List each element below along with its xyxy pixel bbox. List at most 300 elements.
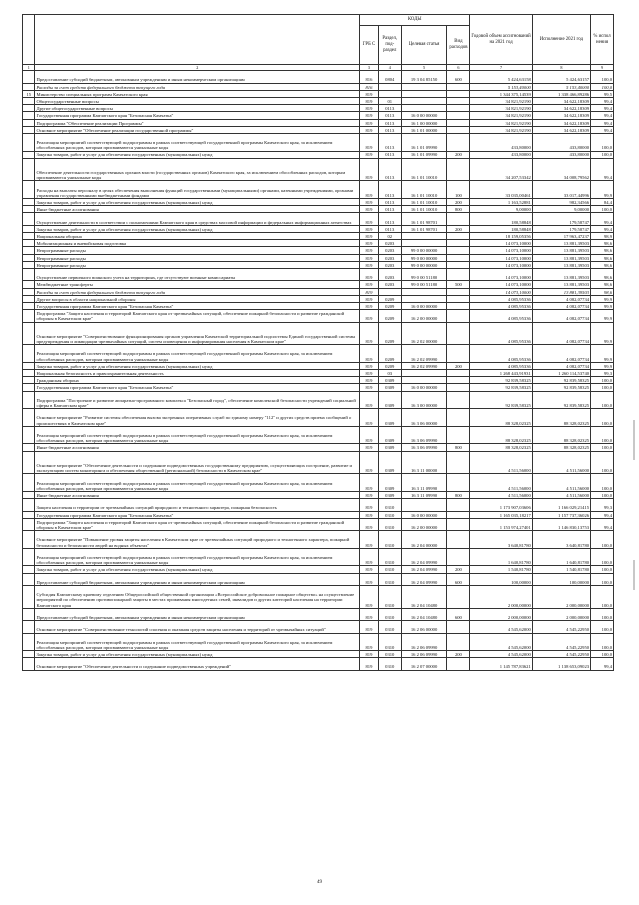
row-grbs: 816 [360, 83, 379, 90]
row-name: Расходы за счет средств федерального бюджета текущего года [35, 83, 360, 90]
row-name: Государственная программа Камчатского края "Безопасная Камчатка" [35, 511, 360, 518]
row-target: 16 2 06 09990 [401, 633, 447, 651]
row-grbs: 819 [360, 345, 379, 363]
row-name: Осуществление первичного воинского учета на территориях, где отсутствуют военные комиссариаты [35, 268, 360, 280]
row-vid [447, 268, 470, 280]
row-target: 16 2 07 00000 [401, 658, 447, 670]
row-name: Основное мероприятие "Обеспечение деятельности и содержание подведомственных учреждений" [35, 658, 360, 670]
row-percent: 99,4 [591, 518, 614, 530]
table-row [23, 531, 614, 549]
table-row [23, 621, 614, 633]
row-percent: 99,9 [591, 362, 614, 369]
row-grbs: 819 [360, 90, 379, 97]
row-grbs: 819 [360, 474, 379, 492]
column-number: 9 [591, 65, 614, 71]
row-target: 16 1 00 00000 [401, 119, 447, 126]
row-vid [447, 370, 470, 377]
row-razdel: 0310 [378, 518, 401, 530]
table-row [23, 295, 614, 302]
plan-header: Годовой объем ассигнований на 2021 год [470, 15, 532, 65]
row-fact: 4 082,07734 [532, 302, 590, 309]
fact-header: Исполнение 2021 год [532, 15, 590, 65]
row-grbs: 819 [360, 362, 379, 369]
row-percent: 100,0 [591, 492, 614, 499]
row-plan: 14 073,10000 [470, 247, 532, 254]
row-grbs: 819 [360, 518, 379, 530]
row-number [23, 158, 35, 181]
row-razdel: 0310 [378, 573, 401, 585]
row-target: 99 0 00 00000 [401, 261, 447, 268]
table-row [23, 548, 614, 566]
row-target [401, 288, 447, 295]
row-razdel: 0113 [378, 158, 401, 181]
row-number [23, 105, 35, 112]
row-plan: 4 545,62000 [470, 633, 532, 651]
row-razdel: 0209 [378, 345, 401, 363]
row-grbs: 819 [360, 585, 379, 608]
row-fact: 4 082,07734 [532, 345, 590, 363]
row-grbs: 819 [360, 511, 379, 518]
row-number [23, 126, 35, 133]
table-row [23, 112, 614, 119]
row-name: Закупка товаров, работ и услуг для обеспечения государственных (муниципальных) нужд [35, 225, 360, 232]
row-percent: 100,0 [591, 633, 614, 651]
row-vid: 600 [447, 573, 470, 585]
row-target: 16 1 01 98701 [401, 213, 447, 225]
row-razdel: 0309 [378, 391, 401, 409]
row-percent: 100,0 [591, 444, 614, 451]
row-target: 16 2 04 09990 [401, 573, 447, 585]
row-percent: 100,0 [591, 377, 614, 384]
row-razdel: 0310 [378, 499, 401, 511]
row-number: 15 [23, 90, 35, 97]
row-number [23, 119, 35, 126]
row-target: 16 0 00 00000 [401, 384, 447, 391]
row-grbs: 819 [360, 206, 379, 213]
row-fact: 4 511,56000 [532, 474, 590, 492]
row-razdel: 0209 [378, 362, 401, 369]
row-razdel: 0113 [378, 112, 401, 119]
row-vid: 500 [447, 281, 470, 288]
row-target [401, 83, 447, 90]
table-row [23, 566, 614, 573]
row-percent: 99,3 [591, 370, 614, 377]
row-razdel: 0310 [378, 585, 401, 608]
row-vid: 200 [447, 566, 470, 573]
row-vid [447, 474, 470, 492]
row-percent: 99,9 [591, 345, 614, 363]
row-plan: 4 085,95336 [470, 322, 532, 345]
row-fact: 1 640,81780 [532, 548, 590, 566]
celevaya-header: Целевая статья [401, 26, 447, 65]
row-name: Подпрограмма "Защита населения и территорий Камчатского края от чрезвычайных ситуаций, обеспечение пожарной безопасности и развитие гражданской обороны в Камчатском крае" [35, 518, 360, 530]
row-plan: 14 073,10000 [470, 288, 532, 295]
row-name: Государственная программа Камчатского края "Безопасная Камчатка" [35, 112, 360, 119]
row-grbs: 819 [360, 651, 379, 658]
table-row [23, 322, 614, 345]
table-row [23, 254, 614, 261]
row-name: Подпрограмма "Построение и развитие аппаратно-программного комплекса "Безопасный город", обеспечение комплексной безопасности учреждений социальной сферы в Камчатском крае" [35, 391, 360, 409]
row-vid [447, 511, 470, 518]
row-razdel: 0113 [378, 126, 401, 133]
row-razdel: 0203 [378, 281, 401, 288]
row-plan: 34 821,92190 [470, 97, 532, 104]
row-plan: 4 511,56000 [470, 492, 532, 499]
row-vid [447, 112, 470, 119]
row-number [23, 518, 35, 530]
row-name: Закупка товаров, работ и услуг для обеспечения государственных (муниципальных) нужд [35, 199, 360, 206]
row-name: Иные бюджетные ассигнования [35, 444, 360, 451]
razdel-header: Раздел, под-раздел [378, 26, 401, 65]
row-fact: 34 622,18309 [532, 119, 590, 126]
row-number [23, 181, 35, 199]
table-row [23, 83, 614, 90]
row-grbs: 819 [360, 261, 379, 268]
grbs-header: ГРБ С [360, 26, 379, 65]
table-row [23, 281, 614, 288]
row-number [23, 474, 35, 492]
row-plan: 34 821,92190 [470, 112, 532, 119]
table-row [23, 345, 614, 363]
row-target: 16 3 06 09990 [401, 426, 447, 444]
row-target: 16 1 01 09990 [401, 151, 447, 158]
row-vid: 800 [447, 206, 470, 213]
row-fact: 13 881,39503 [532, 247, 590, 254]
row-percent: 100,0 [591, 391, 614, 409]
row-percent: 99,4 [591, 119, 614, 126]
row-vid [447, 90, 470, 97]
row-grbs: 819 [360, 633, 379, 651]
table-row [23, 302, 614, 309]
row-number [23, 531, 35, 549]
row-fact: 1 157 737,36026 [532, 511, 590, 518]
row-percent: 99,4 [591, 658, 614, 670]
row-grbs: 819 [360, 97, 379, 104]
column-number: 4 [378, 65, 401, 71]
row-plan: 1 153 974,27401 [470, 518, 532, 530]
row-percent: 100,0 [591, 585, 614, 608]
row-fact: 1 166 029,21415 [532, 499, 590, 511]
row-grbs: 819 [360, 295, 379, 302]
row-fact: 92 839,58325 [532, 377, 590, 384]
row-target: 16 3 00 00000 [401, 391, 447, 409]
row-vid: 200 [447, 651, 470, 658]
row-fact: 88 328,02325 [532, 426, 590, 444]
row-plan: 180,58848 [470, 213, 532, 225]
row-number [23, 391, 35, 409]
table-row [23, 261, 614, 268]
row-name: Национальная оборона [35, 233, 360, 240]
row-grbs: 819 [360, 158, 379, 181]
row-number [23, 112, 35, 119]
table-row [23, 126, 614, 133]
row-percent: 99,4 [591, 225, 614, 232]
row-grbs: 819 [360, 240, 379, 247]
row-vid [447, 585, 470, 608]
row-razdel: 0209 [378, 310, 401, 322]
row-grbs: 819 [360, 281, 379, 288]
row-razdel: 0804 [378, 71, 401, 83]
row-name: Межбюджетные трансферты [35, 281, 360, 288]
row-razdel: 0203 [378, 240, 401, 247]
row-vid [447, 133, 470, 151]
row-razdel: 0309 [378, 474, 401, 492]
row-percent: 99,4 [591, 112, 614, 119]
row-name: Закупка товаров, работ и услуг для обеспечения государственных (муниципальных) нужд [35, 151, 360, 158]
row-vid: 200 [447, 199, 470, 206]
row-grbs: 819 [360, 181, 379, 199]
row-percent: 100,0 [591, 621, 614, 633]
table-row [23, 651, 614, 658]
row-razdel: 0310 [378, 566, 401, 573]
row-number [23, 377, 35, 384]
row-fact: 34 622,18309 [532, 105, 590, 112]
row-grbs: 819 [360, 105, 379, 112]
row-fact: 179,58747 [532, 225, 590, 232]
row-grbs: 819 [360, 409, 379, 427]
row-name: Реализация мероприятий соответствующей подпрограммы в рамках соответствующей государственной программы Камчатского края, за исключением обособленных расходов, которым присваиваются уникальные коды [35, 345, 360, 363]
row-percent: 99,3 [591, 499, 614, 511]
row-fact: 5 153,40000 [532, 83, 590, 90]
row-grbs: 819 [360, 391, 379, 409]
table-row [23, 426, 614, 444]
row-fact: 13 881,39503 [532, 240, 590, 247]
row-vid [447, 499, 470, 511]
table-row [23, 247, 614, 254]
row-percent: 99,4 [591, 511, 614, 518]
row-razdel: 0309 [378, 492, 401, 499]
row-name: Государственная программа Камчатского края "Безопасная Камчатка" [35, 384, 360, 391]
row-name: Основное мероприятие "Повышение уровня защиты населения в Камчатском крае от чрезвычайных ситуаций природного и техногенного характера, пожарной безопасности и безопасности людей на водных объектах" [35, 531, 360, 549]
row-percent: 100,0 [591, 608, 614, 620]
row-percent: 99,4 [591, 158, 614, 181]
row-fact: 88 328,02325 [532, 409, 590, 427]
row-number [23, 225, 35, 232]
row-vid [447, 621, 470, 633]
row-vid: 200 [447, 362, 470, 369]
row-percent: 100,0 [591, 384, 614, 391]
row-fact: 13 881,39503 [532, 254, 590, 261]
row-grbs: 819 [360, 499, 379, 511]
row-name: Предоставление субсидий бюджетным, автономным учреждениям и иным некоммерческим организациям [35, 608, 360, 620]
row-target: 16 1 01 10010 [401, 181, 447, 199]
row-razdel: 0209 [378, 295, 401, 302]
row-fact: 13 881,39503 [532, 268, 590, 280]
row-razdel [378, 288, 401, 295]
row-fact: 34 622,18309 [532, 97, 590, 104]
row-vid [447, 518, 470, 530]
row-razdel: 02 [378, 233, 401, 240]
row-grbs: 819 [360, 151, 379, 158]
row-grbs: 819 [360, 384, 379, 391]
row-fact: 4 545,22950 [532, 621, 590, 633]
row-target: 16 2 04 00000 [401, 531, 447, 549]
table-row [23, 474, 614, 492]
row-grbs: 819 [360, 444, 379, 451]
row-name: Подпрограмма "Защита населения и территорий Камчатского края от чрезвычайных ситуаций, обеспечение пожарной безопасности и развитие гражданской обороны в Камчатском крае" [35, 310, 360, 322]
row-target [401, 295, 447, 302]
row-plan: 34 821,92190 [470, 105, 532, 112]
row-razdel: 0209 [378, 322, 401, 345]
row-number [23, 281, 35, 288]
table-row [23, 658, 614, 670]
row-grbs: 819 [360, 370, 379, 377]
row-grbs: 819 [360, 322, 379, 345]
row-plan: 14 073,10000 [470, 254, 532, 261]
row-fact: 1 146 830,13753 [532, 518, 590, 530]
row-fact: 433,80000 [532, 151, 590, 158]
row-grbs: 819 [360, 213, 379, 225]
row-number [23, 83, 35, 90]
row-name: Иные бюджетные ассигнования [35, 206, 360, 213]
row-number [23, 384, 35, 391]
table-row [23, 240, 614, 247]
row-name: Реализация мероприятий соответствующей подпрограммы в рамках соответствующей государственной программы Камчатского края, за исключением обособленных расходов, которым присваиваются уникальные коды [35, 633, 360, 651]
row-razdel: 0113 [378, 133, 401, 151]
row-razdel: 0310 [378, 658, 401, 670]
row-razdel: 0209 [378, 302, 401, 309]
row-name: Непрограммные расходы [35, 247, 360, 254]
row-name: Обеспечение деятельности государственных органов власти (государственных органов) Камчатского края, за исключением обособленных расходов, которым присваиваются уникальные коды [35, 158, 360, 181]
column-number: 7 [470, 65, 532, 71]
row-fact: 4 082,07734 [532, 295, 590, 302]
row-name: Гражданская оборона [35, 377, 360, 384]
table-row [23, 370, 614, 377]
row-target: 16 1 01 10010 [401, 199, 447, 206]
row-plan: 1 145 787,83621 [470, 658, 532, 670]
row-target: 16 2 04 10480 [401, 608, 447, 620]
row-plan: 4 511,56000 [470, 451, 532, 474]
row-fact: 9,00000 [532, 206, 590, 213]
row-razdel: 03 [378, 370, 401, 377]
row-percent: 99,9 [591, 322, 614, 345]
row-plan: 433,80000 [470, 133, 532, 151]
row-plan: 180,58848 [470, 225, 532, 232]
row-percent: 100,0 [591, 83, 614, 90]
row-name: Мобилизационная и вневойсковая подготовка [35, 240, 360, 247]
row-percent: 99,9 [591, 302, 614, 309]
row-razdel: 01 [378, 97, 401, 104]
row-plan: 88 328,02325 [470, 444, 532, 451]
kody-header: КОДЫ [360, 15, 470, 26]
row-plan: 4 085,95336 [470, 345, 532, 363]
row-name: Закупка товаров, работ и услуг для обеспечения государственных (муниципальных) нужд [35, 362, 360, 369]
row-name: Субсидия Камчатскому краевому отделению Общероссийской общественной организации «Всероссийское добровольное пожарное общество» на осуществление мероприятий по обеспечению противопожарной защиты в местах проживания многодетных семей, инвалидов и других категорий населения на территории Камчатского края [35, 585, 360, 608]
row-plan: 5 424,63158 [470, 71, 532, 83]
row-vid [447, 295, 470, 302]
row-plan: 1 165 035,18217 [470, 511, 532, 518]
row-plan: 1 173 907,03606 [470, 499, 532, 511]
row-razdel [378, 90, 401, 97]
page-number: 49 [317, 880, 322, 885]
row-fact: 1 138 653,09023 [532, 658, 590, 670]
table-row [23, 213, 614, 225]
table-row [23, 97, 614, 104]
row-vid [447, 548, 470, 566]
table-row [23, 409, 614, 427]
row-target: 99 0 00 00000 [401, 254, 447, 261]
row-percent: 100,0 [591, 409, 614, 427]
row-plan: 1 640,81780 [470, 548, 532, 566]
table-row [23, 268, 614, 280]
table-row [23, 451, 614, 474]
row-plan: 5 153,40000 [470, 83, 532, 90]
row-target [401, 240, 447, 247]
table-row [23, 206, 614, 213]
row-vid [447, 254, 470, 261]
row-vid [447, 213, 470, 225]
row-grbs: 819 [360, 112, 379, 119]
row-razdel: 0310 [378, 621, 401, 633]
row-grbs: 819 [360, 288, 379, 295]
row-vid: 800 [447, 444, 470, 451]
row-number [23, 71, 35, 83]
row-plan: 4 085,95336 [470, 310, 532, 322]
row-razdel: 0113 [378, 206, 401, 213]
row-plan: 4 511,56000 [470, 474, 532, 492]
row-target: 16 0 00 00000 [401, 511, 447, 518]
row-plan: 34 821,92190 [470, 126, 532, 133]
row-number [23, 133, 35, 151]
row-grbs: 819 [360, 573, 379, 585]
row-grbs: 819 [360, 302, 379, 309]
table-row [23, 119, 614, 126]
row-razdel: 0113 [378, 151, 401, 158]
row-number [23, 213, 35, 225]
num-header [23, 15, 35, 65]
row-name: Другие общегосударственные вопросы [35, 105, 360, 112]
row-number [23, 633, 35, 651]
row-target: 16 2 02 00000 [401, 322, 447, 345]
row-fact: 982,34566 [532, 199, 590, 206]
row-target: 16 2 04 10480 [401, 585, 447, 608]
row-fact: 88 328,02325 [532, 444, 590, 451]
row-vid [447, 377, 470, 384]
row-target: 16 3 11 09990 [401, 492, 447, 499]
row-plan: 14 073,10000 [470, 240, 532, 247]
row-plan: 1 344 375,14539 [470, 90, 532, 97]
row-number [23, 651, 35, 658]
row-razdel: 0309 [378, 426, 401, 444]
row-grbs: 819 [360, 225, 379, 232]
row-plan: 92 839,58325 [470, 384, 532, 391]
row-number [23, 585, 35, 608]
row-number [23, 199, 35, 206]
row-target: 16 2 02 09990 [401, 362, 447, 369]
row-plan: 92 839,58325 [470, 391, 532, 409]
row-number [23, 451, 35, 474]
row-number [23, 240, 35, 247]
row-name: Закупка товаров, работ и услуг для обеспечения государственных (муниципальных) нужд [35, 566, 360, 573]
row-percent: 100,0 [591, 133, 614, 151]
row-vid [447, 345, 470, 363]
row-grbs: 819 [360, 119, 379, 126]
column-number: 3 [360, 65, 379, 71]
row-fact: 3 640,81780 [532, 531, 590, 549]
name-header [35, 15, 360, 65]
table-row [23, 199, 614, 206]
row-percent: 99,4 [591, 213, 614, 225]
row-vid [447, 105, 470, 112]
row-name: Реализация мероприятий соответствующей подпрограммы в рамках соответствующей государственной программы Камчатского края, за исключением обособленных расходов, которым присваиваются уникальные коды [35, 426, 360, 444]
row-target [401, 233, 447, 240]
row-number [23, 409, 35, 427]
row-target: 16 1 01 09990 [401, 133, 447, 151]
row-plan: 14 073,10000 [470, 261, 532, 268]
row-fact: 4 082,07734 [532, 362, 590, 369]
row-plan: 88 328,02325 [470, 426, 532, 444]
row-number [23, 362, 35, 369]
